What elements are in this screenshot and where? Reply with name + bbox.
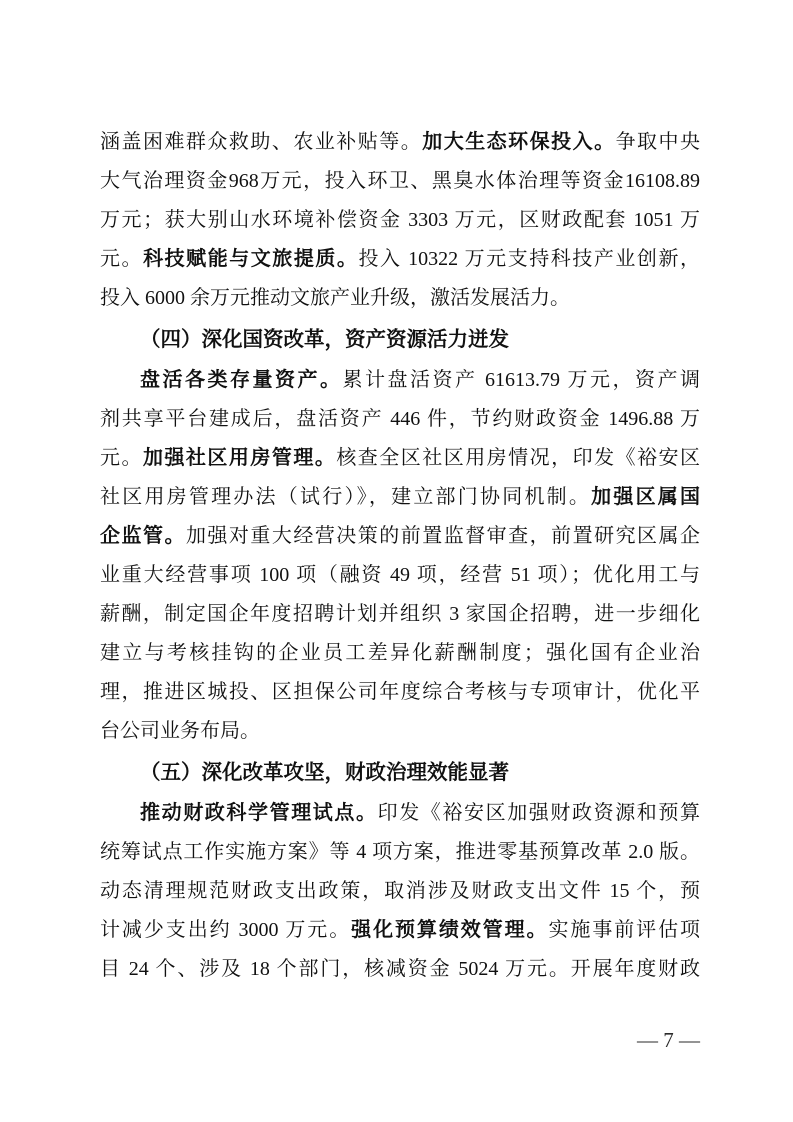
text-run: 统筹试点工作实施方案》等 4 项方案，推进零基预算改革 2.0 版。 xyxy=(100,841,700,863)
text-run: 印发《裕安区加强财政资源和预算 xyxy=(377,802,700,824)
document-line xyxy=(100,794,700,833)
text-run: 争取中央 xyxy=(615,131,700,153)
document-line xyxy=(100,240,700,279)
bold-text-run: （五）深化改革攻坚，财政治理效能显著 xyxy=(140,761,509,784)
text-run: 万元；获大别山水环境补偿资金 3303 万元，区财政配套 1051 万 xyxy=(100,209,700,231)
document-line xyxy=(100,595,700,634)
text-run: 加强对重大经营决策的前置监督审查，前置研究区属企 xyxy=(185,525,700,547)
text-run: 理，推进区城投、区担保公司年度综合考核与专项审计，优化平 xyxy=(100,681,700,703)
bold-text-run: 加大生态环保投入。 xyxy=(422,131,616,153)
bold-text-run: 加强社区用房管理。 xyxy=(142,447,337,469)
document-line xyxy=(100,872,700,911)
document-line xyxy=(100,950,700,989)
bold-text-run: （四）深化国资改革，资产资源活力迸发 xyxy=(140,328,509,351)
document-line xyxy=(100,478,700,517)
document-content xyxy=(100,123,700,989)
text-run: 建立与考核挂钩的企业员工差异化薪酬制度；强化国有企业治 xyxy=(100,642,700,664)
bold-text-run: 推动财政科学管理试点。 xyxy=(140,802,378,824)
document-line xyxy=(100,361,700,400)
bold-text-run: 强化预算绩效管理。 xyxy=(351,919,549,941)
document-line xyxy=(100,162,700,201)
text-run: 核查全区社区用房情况，印发《裕安区 xyxy=(336,447,700,469)
document-line xyxy=(100,712,700,751)
document-line xyxy=(100,833,700,872)
text-run: 目 24 个、涉及 18 个部门，核减资金 5024 万元。开展年度财政 xyxy=(100,958,700,980)
document-line xyxy=(100,201,700,240)
text-run: 实施事前评估项 xyxy=(548,919,700,941)
document-line xyxy=(100,439,700,478)
document-line xyxy=(100,634,700,673)
document-line xyxy=(100,556,700,595)
text-run: 大气治理资金968万元，投入环卫、黑臭水体治理等资金16108.89 xyxy=(100,170,700,192)
bold-text-run: 加强区属国 xyxy=(591,486,700,508)
page-number: — 7 — xyxy=(637,1028,700,1052)
text-run: 动态清理规范财政支出政策，取消涉及财政支出文件 15 个，预 xyxy=(100,880,700,902)
text-run: 剂共享平台建成后，盘活资产 446 件，节约财政资金 1496.88 万 xyxy=(100,408,700,430)
text-run: 投入 10322 万元支持科技产业创新， xyxy=(358,248,700,270)
document-line xyxy=(100,673,700,712)
bold-text-run: 企监管。 xyxy=(100,525,186,547)
text-run: 元。 xyxy=(100,248,144,270)
text-run: 计减少支出约 3000 万元。 xyxy=(100,919,352,941)
text-run: 投入 6000 余万元推动文旅产业升级，激活发展活力。 xyxy=(100,287,570,309)
document-line xyxy=(100,400,700,439)
text-run: 社区用房管理办法（试行）》，建立部门协同机制。 xyxy=(100,486,592,508)
document-line xyxy=(100,911,700,950)
document-line xyxy=(100,517,700,556)
text-run: 业重大经营事项 100 项（融资 49 项，经营 51 项）；优化用工与 xyxy=(100,564,700,586)
section-heading xyxy=(100,320,700,359)
text-run: 台公司业务布局。 xyxy=(100,720,260,742)
text-run: 累计盘活资产 61613.79 万元，资产调 xyxy=(342,369,700,391)
bold-text-run: 盘活各类存量资产。 xyxy=(140,369,343,391)
text-run: 薪酬，制定国企年度招聘计划并组织 3 家国企招聘，进一步细化 xyxy=(100,603,700,625)
section-heading xyxy=(100,753,700,792)
document-line xyxy=(100,123,700,162)
document-line xyxy=(100,279,700,318)
text-run: 元。 xyxy=(100,447,143,469)
text-run: 涵盖困难群众救助、农业补贴等。 xyxy=(100,131,423,153)
bold-text-run: 科技赋能与文旅提质。 xyxy=(143,248,359,270)
